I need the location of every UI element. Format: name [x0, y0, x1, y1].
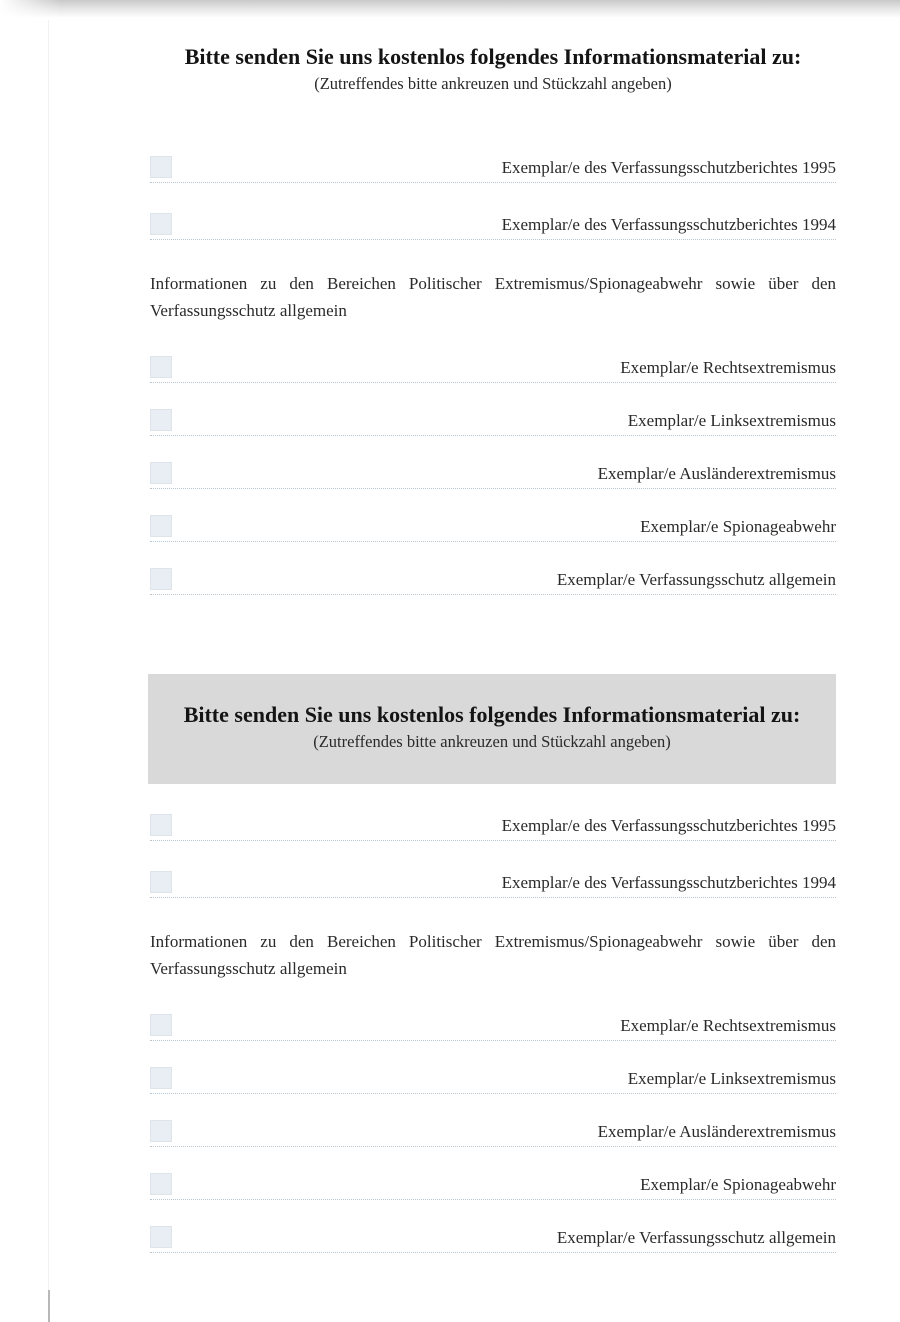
form-subtitle: (Zutreffendes bitte ankreuzen und Stückzahl angeben)	[313, 732, 671, 751]
page-edge	[48, 20, 49, 1320]
order-row-linksextremismus[interactable]	[150, 1067, 836, 1094]
checkbox[interactable]	[150, 1014, 172, 1036]
topic-rows	[150, 356, 836, 595]
report-rows	[150, 156, 836, 240]
order-row-rechtsextremismus[interactable]	[150, 1014, 836, 1041]
row-label: Exemplar/e Rechtsextremismus	[616, 358, 836, 378]
form-subtitle: (Zutreffendes bitte ankreuzen und Stückzahl angeben)	[314, 74, 672, 93]
checkbox[interactable]	[150, 213, 172, 235]
order-form-2	[150, 674, 836, 1279]
order-row-rechtsextremismus[interactable]	[150, 356, 836, 383]
form-title: Bitte senden Sie uns kostenlos folgendes Informationsmaterial zu:	[183, 702, 801, 727]
row-label: Exemplar/e des Verfassungsschutzberichtes 1995	[498, 816, 836, 836]
order-row-auslaenderextremismus[interactable]	[150, 1120, 836, 1147]
checkbox[interactable]	[150, 409, 172, 431]
checkbox[interactable]	[150, 814, 172, 836]
order-row-auslaenderextremismus[interactable]	[150, 462, 836, 489]
form-header	[150, 38, 836, 110]
checkbox[interactable]	[150, 462, 172, 484]
order-form-1	[150, 38, 836, 621]
order-row-verfassungsschutz-allgemein[interactable]	[150, 1226, 836, 1253]
checkbox[interactable]	[150, 515, 172, 537]
order-row-linksextremismus[interactable]	[150, 409, 836, 436]
report-rows	[150, 814, 836, 898]
checkbox[interactable]	[150, 568, 172, 590]
order-row-spionageabwehr[interactable]	[150, 1173, 836, 1200]
row-label: Exemplar/e Rechtsextremismus	[616, 1016, 836, 1036]
row-label: Exemplar/e Spionageabwehr	[636, 517, 836, 537]
order-row-spionageabwehr[interactable]	[150, 515, 836, 542]
row-label: Exemplar/e Ausländerextremismus	[594, 464, 836, 484]
checkbox[interactable]	[150, 1173, 172, 1195]
order-row-verfassungsschutz-allgemein[interactable]	[150, 568, 836, 595]
row-label: Exemplar/e Verfassungsschutz allgemein	[553, 1228, 836, 1248]
checkbox[interactable]	[150, 1120, 172, 1142]
row-label: Exemplar/e Linksextremismus	[624, 411, 836, 431]
row-label: Exemplar/e Spionageabwehr	[636, 1175, 836, 1195]
order-row-report-1995[interactable]	[150, 156, 836, 183]
checkbox[interactable]	[150, 156, 172, 178]
topic-rows	[150, 1014, 836, 1253]
row-label: Exemplar/e Linksextremismus	[624, 1069, 836, 1089]
checkbox[interactable]	[150, 1067, 172, 1089]
order-row-report-1994[interactable]	[150, 213, 836, 240]
page-edge-mark	[48, 1290, 50, 1322]
form-header	[148, 674, 836, 784]
checkbox[interactable]	[150, 356, 172, 378]
info-text: Informationen zu den Bereichen Politischer Extremismus/Spionageabwehr sowie über den Verfassungsschutz allgemein	[150, 932, 836, 978]
info-text: Informationen zu den Bereichen Politischer Extremismus/Spionageabwehr sowie über den Verfassungsschutz allgemein	[150, 274, 836, 320]
order-row-report-1995[interactable]	[150, 814, 836, 841]
row-label: Exemplar/e Ausländerextremismus	[594, 1122, 836, 1142]
row-label: Exemplar/e Verfassungsschutz allgemein	[553, 570, 836, 590]
page-top-shadow	[0, 0, 900, 18]
checkbox[interactable]	[150, 1226, 172, 1248]
row-label: Exemplar/e des Verfassungsschutzberichtes 1994	[498, 215, 836, 235]
row-label: Exemplar/e des Verfassungsschutzberichtes 1995	[498, 158, 836, 178]
order-row-report-1994[interactable]	[150, 871, 836, 898]
form-title: Bitte senden Sie uns kostenlos folgendes Informationsmaterial zu:	[184, 44, 802, 69]
checkbox[interactable]	[150, 871, 172, 893]
row-label: Exemplar/e des Verfassungsschutzberichtes 1994	[498, 873, 836, 893]
